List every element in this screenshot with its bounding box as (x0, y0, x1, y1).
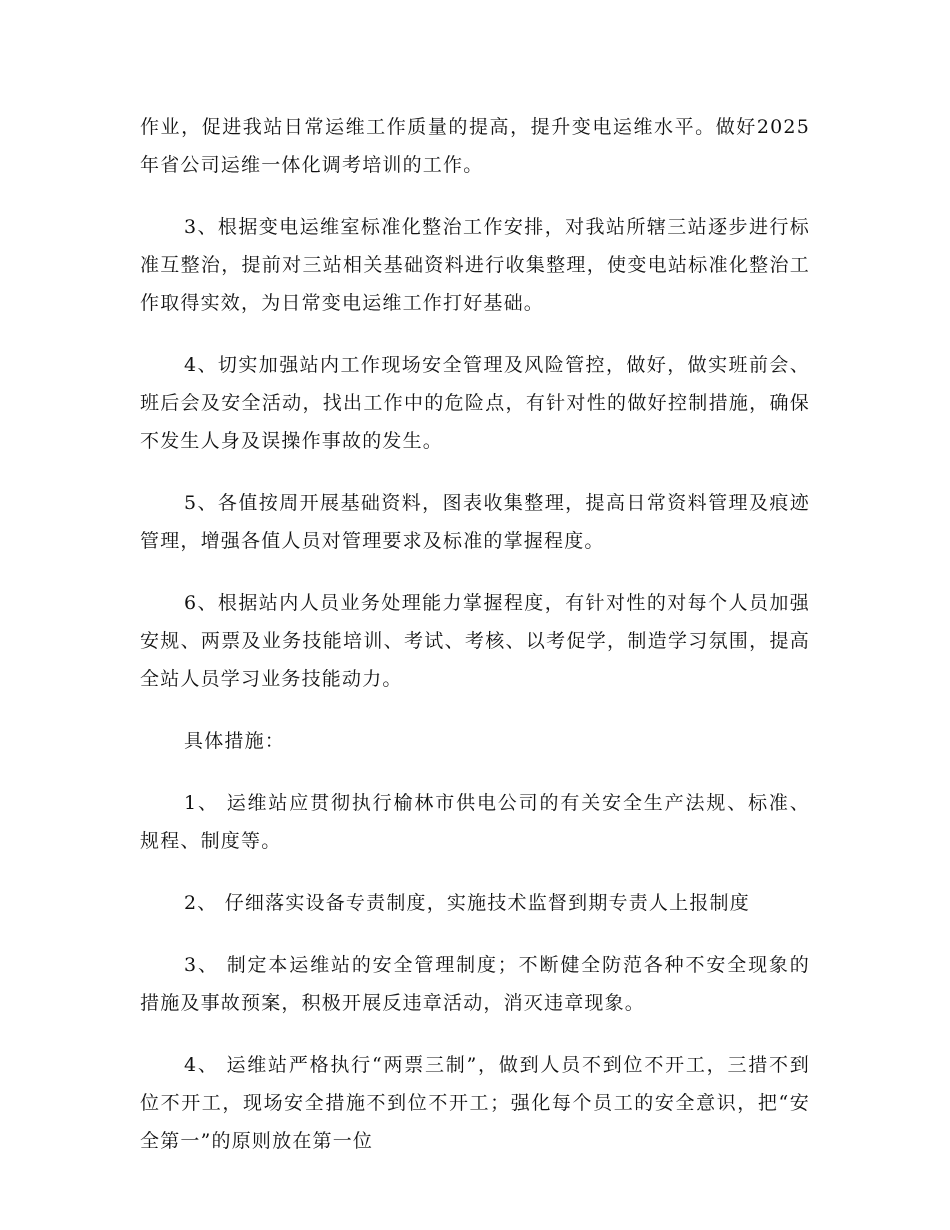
measure-item-4: 4、 运维站严格执行“两票三制”，做到人员不到位不开工，三措不到位不开工，现场安全措施不到位不开工；强化每个员工的安全意识，把“安全第一”的原则放在第一位 (140, 1054, 810, 1152)
document-page (140, 108, 810, 1184)
measure-item-2: 2、 仔细落实设备专责制度，实施技术监督到期专责人上报制度 (184, 892, 750, 914)
paragraph-item-3: 3、根据变电运维室标准化整治工作安排，对我站所辖三站逐步进行标准互整治，提前对三站相关基础资料进行收集整理，使变电站标准化整治工作取得实效，为日常变电运维工作打好基础。 (140, 216, 810, 314)
paragraph-continuation: 作业，促进我站日常运维工作质量的提高，提升变电运维水平。做好2025年省公司运维一体化调考培训的工作。 (140, 116, 810, 176)
measure-item-3: 3、 制定本运维站的安全管理制度；不断健全防范各种不安全现象的措施及事故预案，积极开展反违章活动，消灭违章现象。 (140, 954, 810, 1014)
paragraph-item-5: 5、各值按周开展基础资料，图表收集整理，提高日常资料管理及痕迹管理，增强各值人员对管理要求及标准的掌握程度。 (140, 492, 810, 552)
section-heading-measures: 具体措施： (184, 730, 286, 752)
paragraph-item-6: 6、根据站内人员业务处理能力掌握程度，有针对性的对每个人员加强安规、两票及业务技能培训、考试、考核、以考促学，制造学习氛围，提高全站人员学习业务技能动力。 (140, 592, 810, 690)
paragraph-item-4: 4、切实加强站内工作现场安全管理及风险管控，做好，做实班前会、班后会及安全活动，找出工作中的危险点，有针对性的做好控制措施，确保不发生人身及误操作事故的发生。 (140, 354, 810, 452)
measure-item-1: 1、 运维站应贯彻执行榆林市供电公司的有关安全生产法规、标准、规程、制度等。 (140, 792, 810, 852)
